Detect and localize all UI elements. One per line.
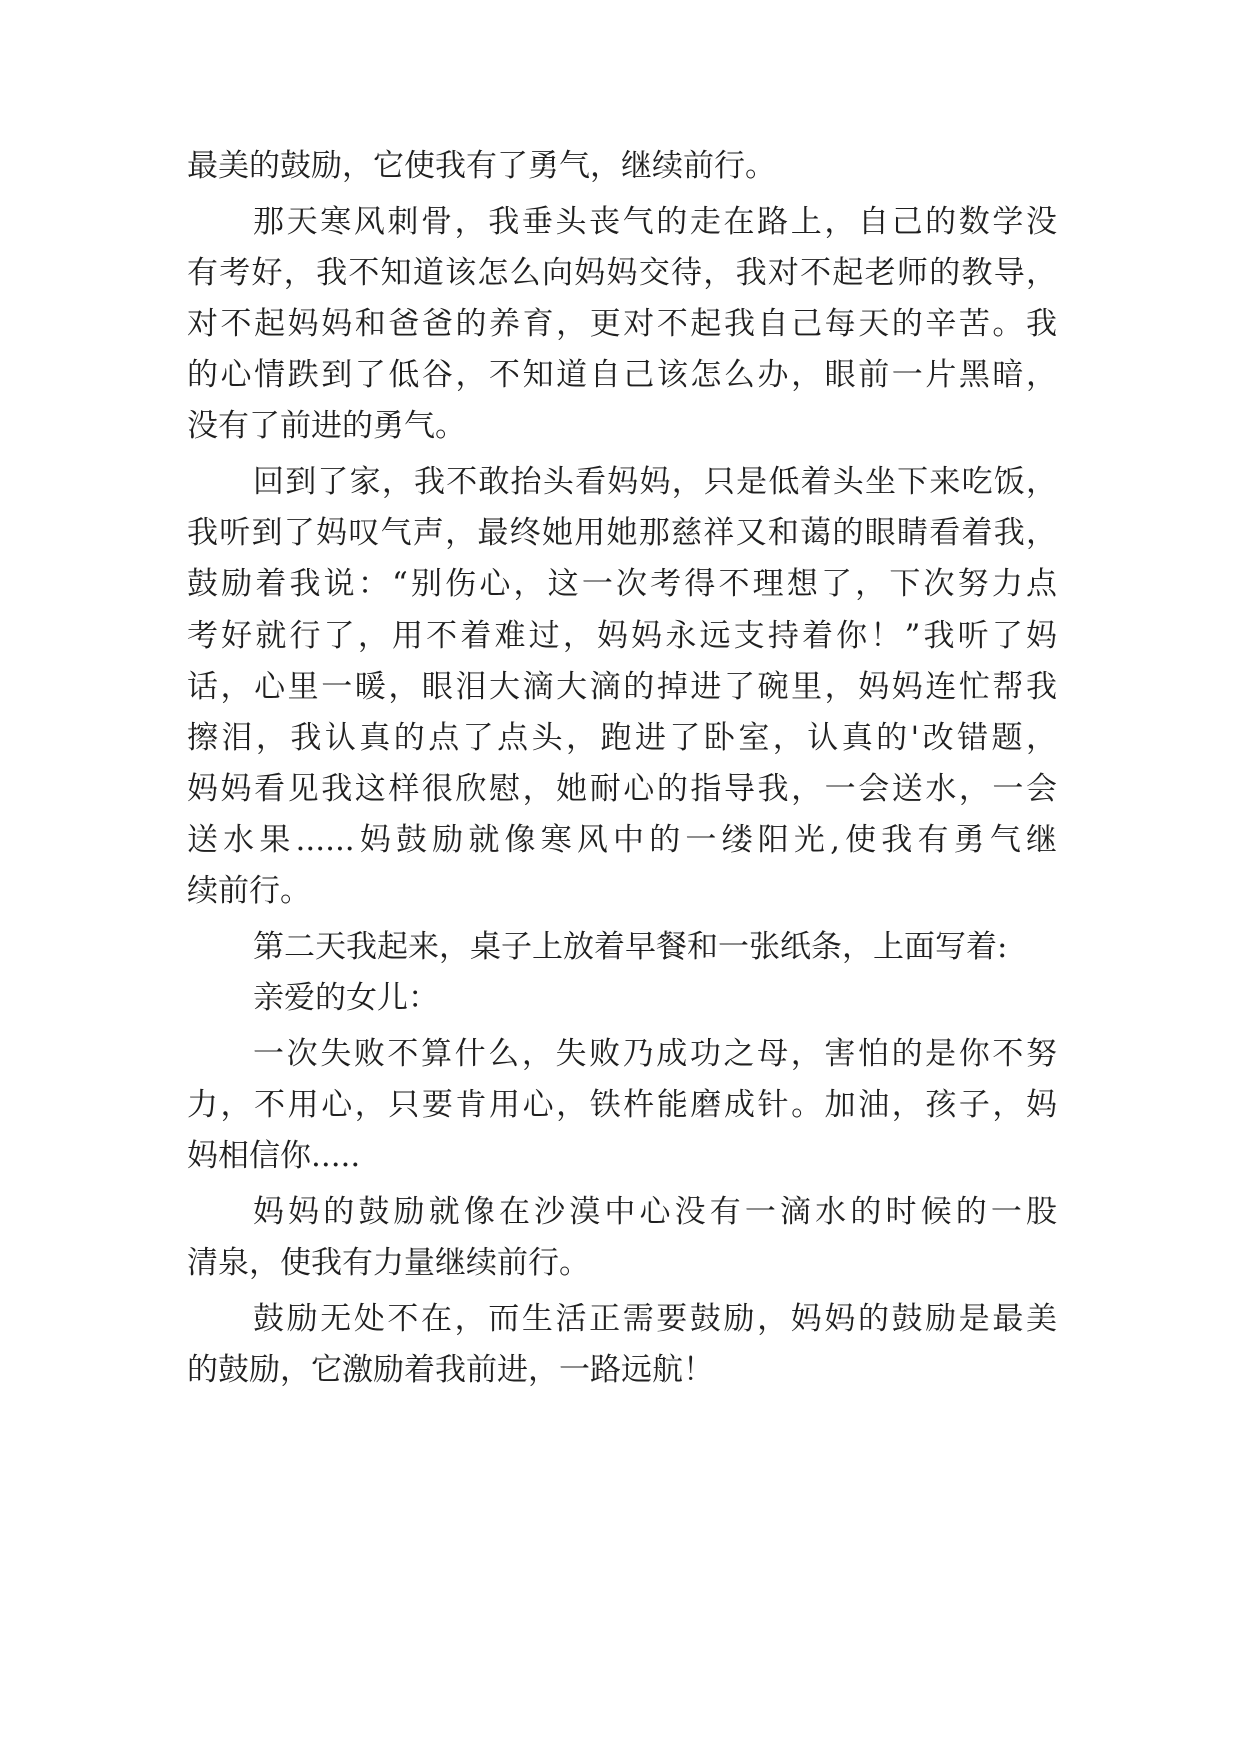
text-line: 鼓励着我说：“别伤心，这一次考得不理想了，下次努力点 <box>187 566 1057 602</box>
text-line: 话，心里一暖，眼泪大滴大滴的掉进了碗里，妈妈连忙帮我 <box>187 669 1057 705</box>
text-line: 续前行。 <box>187 873 311 909</box>
text-line: 清泉，使我有力量继续前行。 <box>187 1245 590 1281</box>
text-line: 送水果......妈鼓励就像寒风中的一缕阳光,使我有勇气继 <box>187 822 1057 858</box>
text-line: 没有了前进的勇气。 <box>187 408 466 444</box>
text-line: 的鼓励，它激励着我前进，一路远航！ <box>187 1352 714 1388</box>
text-line: 对不起妈妈和爸爸的养育，更对不起我自己每天的辛苦。我 <box>187 306 1057 342</box>
text-line: 力，不用心，只要肯用心，铁杵能磨成针。加油，孩子，妈 <box>187 1087 1057 1123</box>
text-line: 最美的鼓励，它使我有了勇气，继续前行。 <box>187 148 776 184</box>
paragraph-first-line: 一次失败不算什么，失败乃成功之母，害怕的是你不努 <box>253 1036 1057 1072</box>
text-line: 擦泪，我认真的点了点头，跑进了卧室，认真的'改错题， <box>187 720 1057 756</box>
text-line: 考好就行了，用不着难过，妈妈永远支持着你！”我听了妈 <box>187 618 1057 654</box>
text-line: 妈相信你..... <box>187 1138 361 1174</box>
text-line: 的心情跌到了低谷，不知道自己该怎么办，眼前一片黑暗， <box>187 357 1057 393</box>
paragraph-first-line: 第二天我起来，桌子上放着早餐和一张纸条，上面写着: <box>253 929 1008 965</box>
paragraph-first-line: 鼓励无处不在，而生活正需要鼓励，妈妈的鼓励是最美 <box>253 1301 1057 1337</box>
text-line: 我听到了妈叹气声，最终她用她那慈祥又和蔼的眼睛看着我， <box>187 515 1057 551</box>
text-line: 妈妈看见我这样很欣慰，她耐心的指导我，一会送水，一会 <box>187 771 1057 807</box>
paragraph-first-line: 那天寒风刺骨，我垂头丧气的走在路上，自己的数学没 <box>253 204 1057 240</box>
paragraph-first-line: 妈妈的鼓励就像在沙漠中心没有一滴水的时候的一股 <box>253 1194 1057 1230</box>
paragraph-first-line: 回到了家，我不敢抬头看妈妈，只是低着头坐下来吃饭， <box>253 464 1057 500</box>
text-line: 有考好，我不知道该怎么向妈妈交待，我对不起老师的教导， <box>187 255 1057 291</box>
letter-salutation: 亲爱的女儿： <box>253 980 439 1016</box>
